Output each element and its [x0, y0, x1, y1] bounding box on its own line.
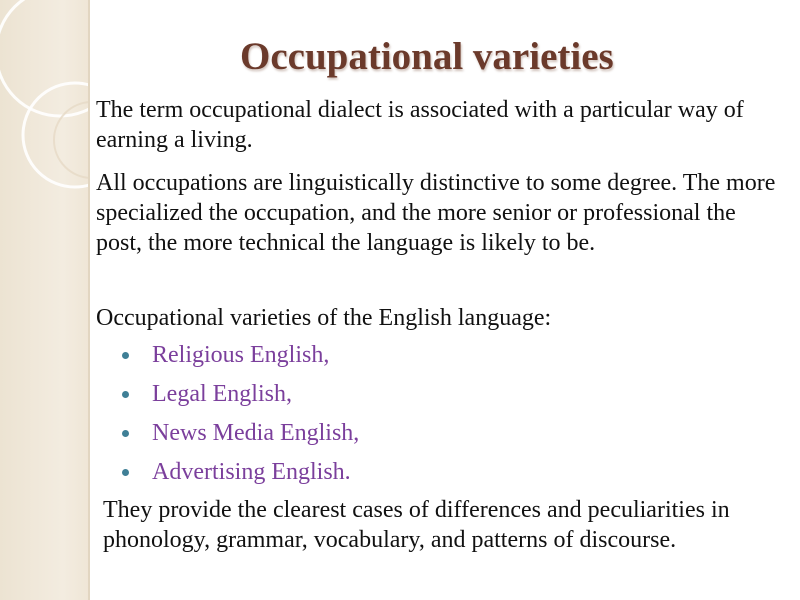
- paragraph-definition: The term occupational dialect is associated with a particular way of earning a living.: [96, 97, 744, 153]
- list-item-label: News Media English,: [152, 420, 360, 446]
- list-item-label: Advertising English.: [152, 459, 351, 485]
- list-item: [118, 418, 359, 457]
- list-item-label: Legal English,: [152, 381, 292, 407]
- list-item: [118, 457, 359, 496]
- bullet-icon: [122, 391, 129, 398]
- bullet-icon: [122, 352, 129, 359]
- sidebar-divider: [88, 0, 90, 600]
- paragraph-list-intro: Occupational varieties of the English language:: [96, 305, 552, 331]
- varieties-list: [118, 340, 359, 496]
- list-item: [118, 340, 359, 379]
- bullet-icon: [122, 430, 129, 437]
- paragraph-closing: They provide the clearest cases of differences and peculiarities in phonology, grammar, vocabulary, and patterns of discourse.: [103, 497, 730, 553]
- list-item: [118, 379, 359, 418]
- paragraph-distinctiveness: All occupations are linguistically distinctive to some degree. The more specialized the occupation, and the more senior or professional the post, the more technical the language is likely to be.: [96, 170, 776, 256]
- circle-decoration-icon: [0, 0, 90, 600]
- decorative-sidebar: [0, 0, 90, 600]
- list-item-label: Religious English,: [152, 342, 330, 368]
- slide-title: Occupational varieties: [240, 35, 614, 78]
- bullet-icon: [122, 469, 129, 476]
